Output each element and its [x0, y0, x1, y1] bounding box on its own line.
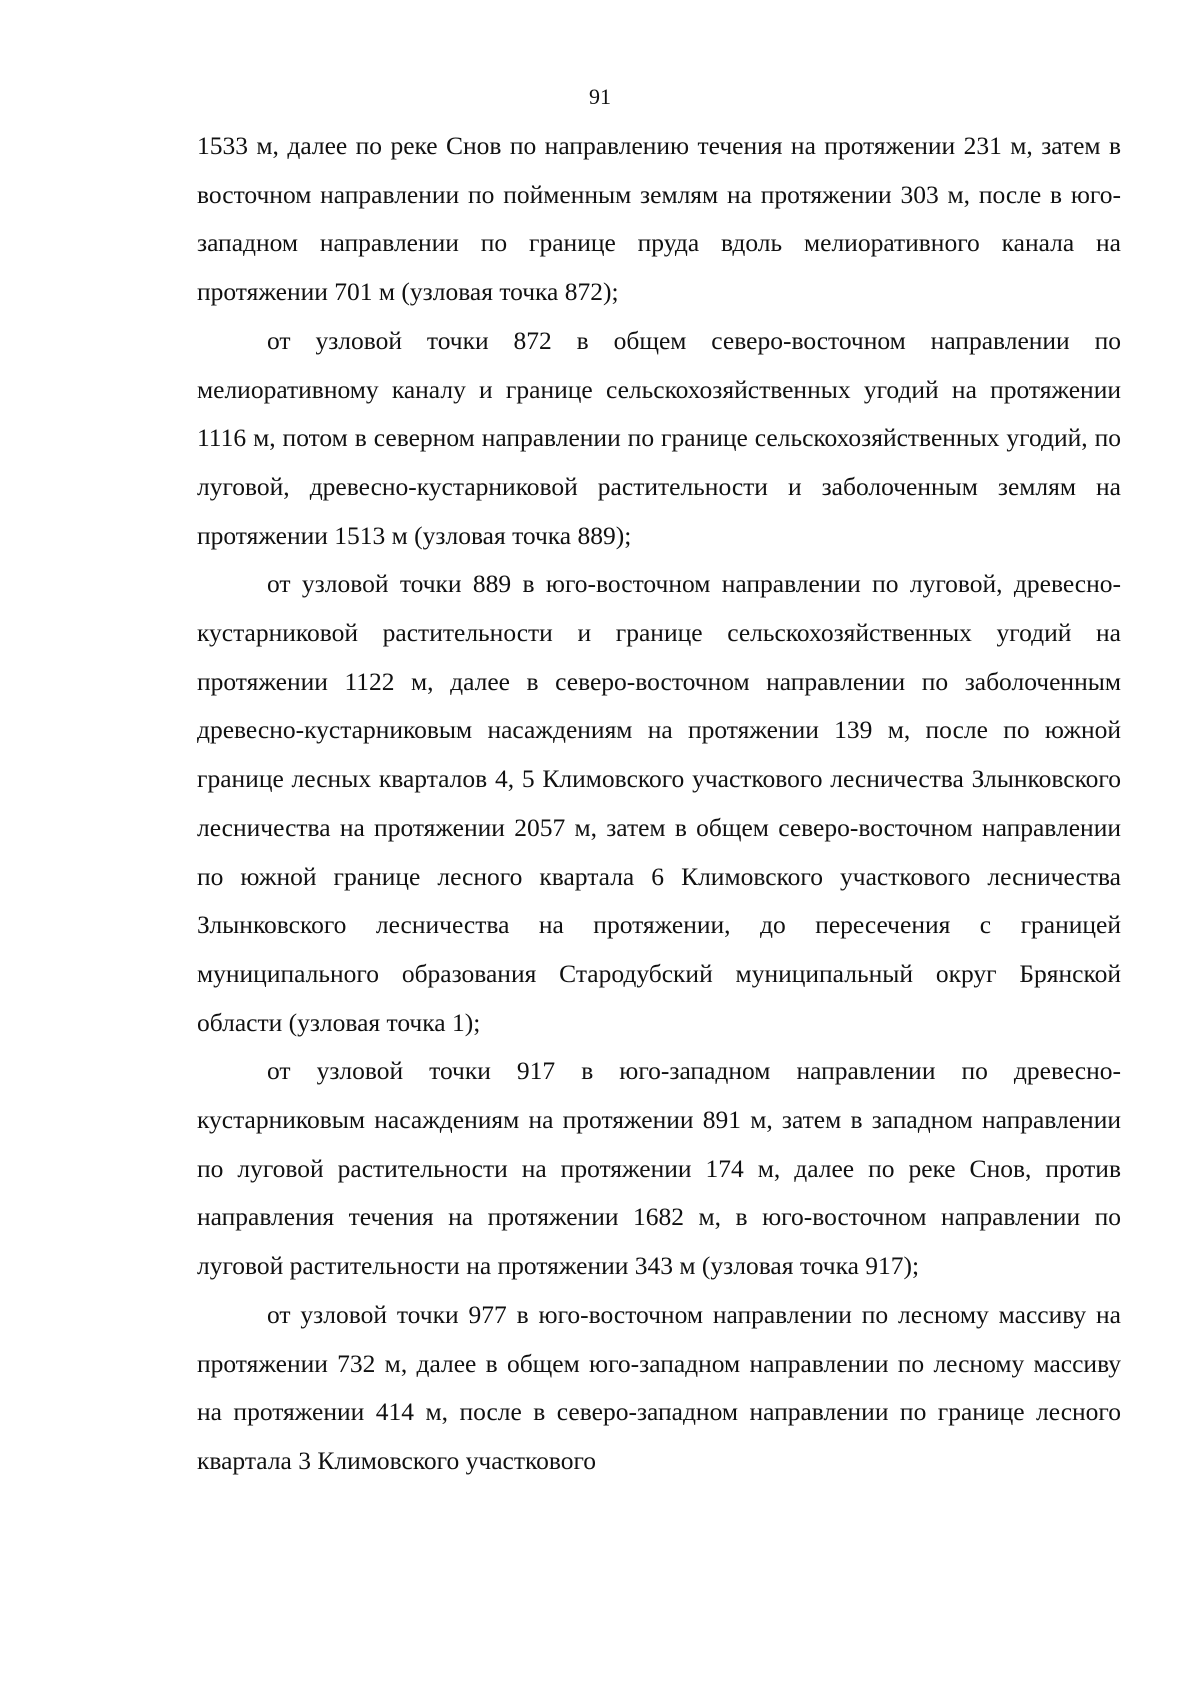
- paragraph-3: от узловой точки 889 в юго-восточном направлении по луговой, древесно-кустарниковой растительности и границе сельскохозяйственных угодий на протяжении 1122 м, далее в северо-восточном направлении по заболоченным древесно-кустарниковым насаждениям на протяжении 139 м, после по южной границе лесных кварталов 4, 5 Климовского участкового лесничества Злынковского лесничества на протяжении 2057 м, затем в общем северо-восточном направлении по южной границе лесного квартала 6 Климовского участкового лесничества Злынковского лесничества на протяжении, до пересечения с границей муниципального образования Стародубский муниципальный округ Брянской области (узловая точка 1);: [197, 569, 1121, 1037]
- paragraph-4: от узловой точки 917 в юго-западном направлении по древесно-кустарниковым насаждениям на протяжении 891 м, затем в западном направлении по луговой растительности на протяжении 174 м, далее по реке Снов, против направления течения на протяжении 1682 м, в юго-восточном направлении по луговой растительности на протяжении 343 м (узловая точка 917);: [197, 1056, 1121, 1281]
- paragraph-1: 1533 м, далее по реке Снов по направлению течения на протяжении 231 м, затем в восточном направлении по пойменным землям на протяжении 303 м, после в юго-западном направлении по границе пруда вдоль мелиоративного канала на протяжении 701 м (узловая точка 872);: [197, 131, 1121, 307]
- document-body: [197, 122, 1121, 1486]
- paragraph-5: от узловой точки 977 в юго-восточном направлении по лесному массиву на протяжении 732 м, далее в общем юго-западном направлении по лесному массиву на протяжении 414 м, после в северо-западном направлении по границе лесного квартала 3 Климовского участкового: [197, 1299, 1121, 1475]
- page-number: 91: [589, 84, 611, 109]
- paragraph-2: от узловой точки 872 в общем северо-восточном направлении по мелиоративному каналу и границе сельскохозяйственных угодий на протяжении 1116 м, потом в северном направлении по границе сельскохозяйственных угодий, по луговой, древесно-кустарниковой растительности и заболоченным землям на протяжении 1513 м (узловая точка 889);: [197, 325, 1121, 550]
